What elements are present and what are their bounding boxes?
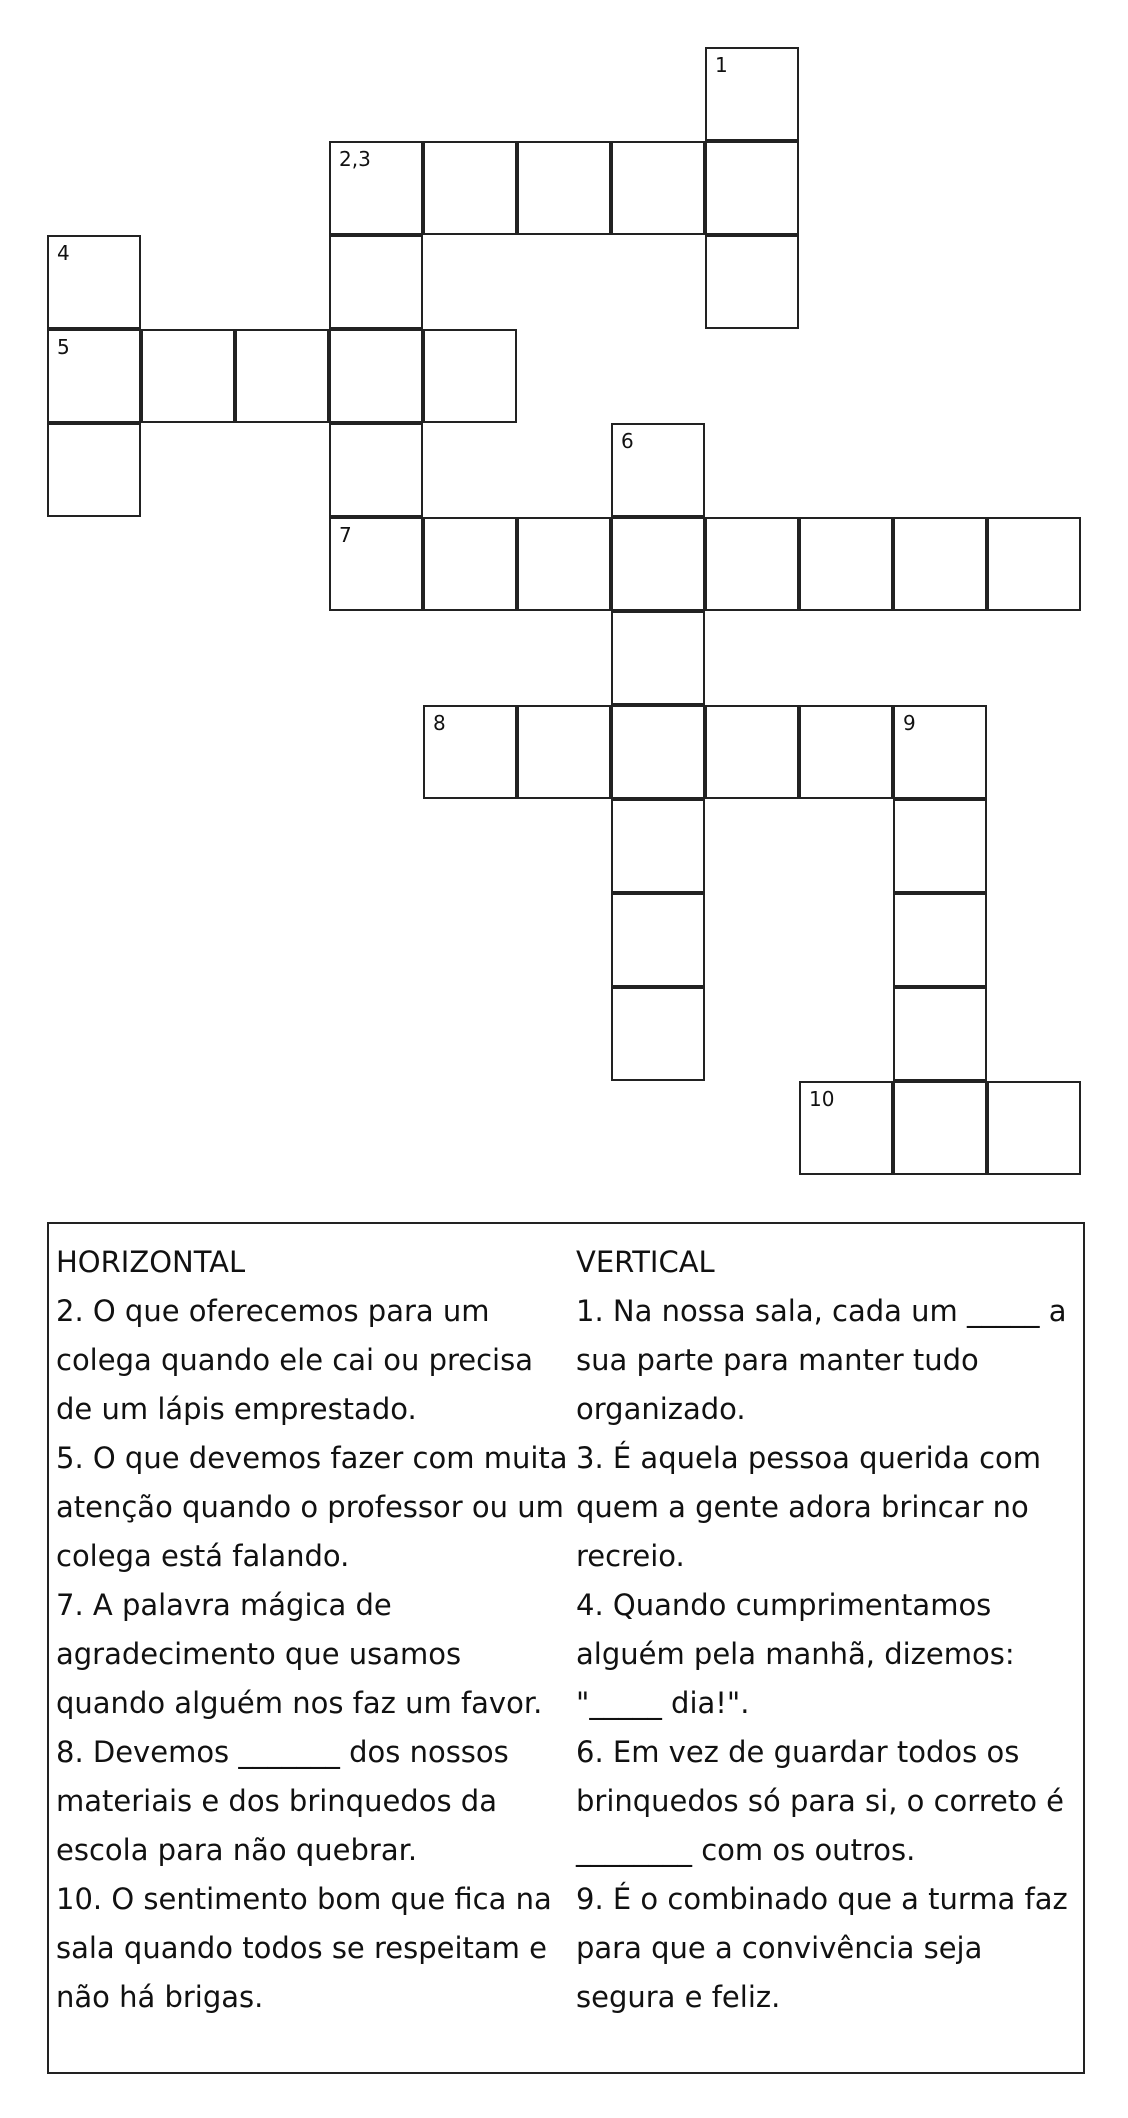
crossword-cell[interactable] [611, 705, 705, 799]
crossword-cell[interactable] [705, 141, 799, 235]
crossword-cell[interactable] [705, 517, 799, 611]
clue-number: 2,3 [339, 147, 371, 171]
crossword-cell[interactable] [235, 329, 329, 423]
horizontal-clues [56, 1238, 571, 2022]
crossword-cell[interactable] [423, 517, 517, 611]
clue-v-3: 3. É aquela pessoa querida com quem a gente adora brincar no recreio. [576, 1441, 1042, 1573]
clue-number: 10 [809, 1087, 835, 1111]
vertical-clues [576, 1238, 1081, 2022]
crossword-cell[interactable] [705, 235, 799, 329]
crossword-cell[interactable] [611, 517, 705, 611]
crossword-cell[interactable] [329, 141, 423, 235]
clue-v-6: 6. Em vez de guardar todos os brinquedos só para si, o correto é ________ com os outros. [576, 1735, 1065, 1867]
crossword-cell[interactable] [893, 1081, 987, 1175]
clue-h-8: 8. Devemos _______ dos nossos materiais e dos brinquedos da escola para não quebrar. [56, 1735, 509, 1867]
clue-number: 7 [339, 523, 352, 547]
crossword-cell[interactable] [893, 893, 987, 987]
crossword-cell[interactable] [611, 141, 705, 235]
crossword-cell[interactable] [329, 423, 423, 517]
crossword-cell[interactable] [705, 705, 799, 799]
crossword-cell[interactable] [893, 517, 987, 611]
crossword-cell[interactable] [611, 423, 705, 517]
crossword-cell[interactable] [517, 705, 611, 799]
clue-number: 5 [57, 335, 70, 359]
clue-v-9: 9. É o combinado que a turma faz para que a convivência seja segura e feliz. [576, 1882, 1068, 2014]
crossword-cell[interactable] [329, 329, 423, 423]
crossword-cell[interactable] [705, 47, 799, 141]
crossword-cell[interactable] [47, 423, 141, 517]
clue-h-5: 5. O que devemos fazer com muita atenção quando o professor ou um colega está falando. [56, 1441, 568, 1573]
crossword-cell[interactable] [423, 705, 517, 799]
clue-h-7: 7. A palavra mágica de agradecimento que usamos quando alguém nos faz um favor. [56, 1588, 543, 1720]
crossword-cell[interactable] [611, 893, 705, 987]
crossword-cell[interactable] [517, 517, 611, 611]
crossword-cell[interactable] [893, 987, 987, 1081]
clue-v-1: 1. Na nossa sala, cada um _____ a sua parte para manter tudo organizado. [576, 1294, 1067, 1426]
crossword-cell[interactable] [799, 517, 893, 611]
clue-v-4: 4. Quando cumprimentamos alguém pela manhã, dizemos: "_____ dia!". [576, 1588, 1015, 1720]
crossword-cell[interactable] [329, 517, 423, 611]
vertical-heading: VERTICAL [576, 1245, 715, 1279]
crossword-cell[interactable] [47, 235, 141, 329]
crossword-cell[interactable] [423, 141, 517, 235]
clue-number: 4 [57, 241, 70, 265]
crossword-cell[interactable] [47, 329, 141, 423]
clue-number: 6 [621, 429, 634, 453]
crossword-cell[interactable] [611, 611, 705, 705]
clue-number: 1 [715, 53, 728, 77]
crossword-cell[interactable] [799, 1081, 893, 1175]
horizontal-heading: HORIZONTAL [56, 1245, 246, 1279]
crossword-cell[interactable] [517, 141, 611, 235]
crossword-cell[interactable] [141, 329, 235, 423]
clues-box [47, 1222, 1085, 2074]
crossword-cell[interactable] [893, 799, 987, 893]
clue-number: 8 [433, 711, 446, 735]
crossword-cell[interactable] [329, 235, 423, 329]
crossword-cell[interactable] [611, 987, 705, 1081]
clue-number: 9 [903, 711, 916, 735]
crossword-cell[interactable] [987, 1081, 1081, 1175]
crossword-cell[interactable] [893, 705, 987, 799]
crossword-cell[interactable] [799, 705, 893, 799]
crossword-cell[interactable] [611, 799, 705, 893]
clue-h-2: 2. O que oferecemos para um colega quando ele cai ou precisa de um lápis emprestado. [56, 1294, 533, 1426]
crossword-cell[interactable] [423, 329, 517, 423]
clue-h-10: 10. O sentimento bom que fica na sala quando todos se respeitam e não há brigas. [56, 1882, 552, 2014]
crossword-cell[interactable] [987, 517, 1081, 611]
